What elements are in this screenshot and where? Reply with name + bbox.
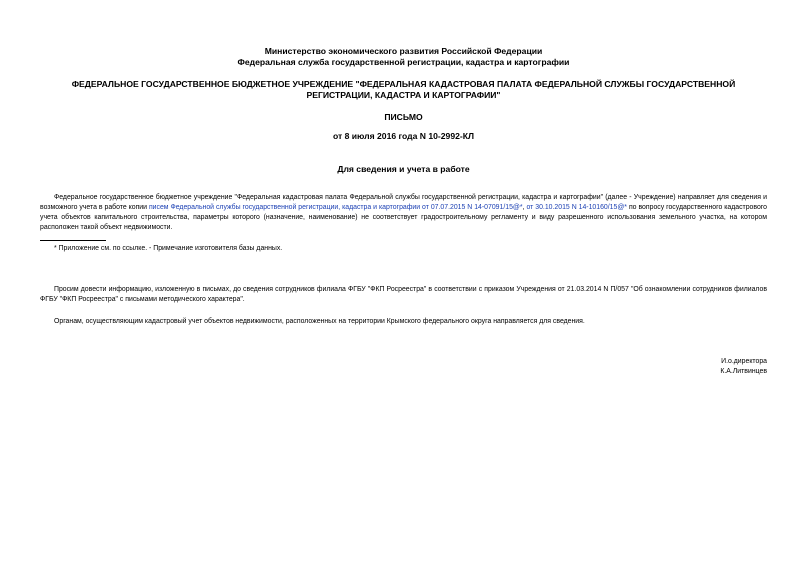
document-purpose: Для сведения и учета в работе: [337, 164, 470, 174]
document-date: от 8 июля 2016 года N 10-2992-КЛ: [332, 131, 475, 141]
signature-block: [720, 357, 767, 377]
organization-name: ФЕДЕРАЛЬНОЕ ГОСУДАРСТВЕННОЕ БЮДЖЕТНОЕ УЧРЕЖДЕНИЕ "ФЕДЕРАЛЬНАЯ КАДАСТРОВАЯ ПАЛАТА ФЕДЕРАЛЬНОЙ СЛУЖБЫ ГОСУДАРСТВЕННОЙ РЕГИСТРАЦИИ, КАДАСТРА И КАРТОГРАФИИ": [71, 79, 736, 100]
paragraph-2: Просим довести информацию, изложенную в письмах, до сведения сотрудников филиала ФГБУ "ФКП Росреестра" в соответствии с приказом Учреждения от 21.03.2014 N П/057 "Об ознакомлении сотрудников филиалов ФГБУ "ФКП Росреестра" с письмами методического характера".: [40, 286, 767, 303]
paragraph-1-text-before: Федеральное государственное бюджетное учреждение "Федеральная кадастровая палата Федеральной службы государственной регистрации, кадастра и картографии" (далее - Учреждение) направляет для сведения и возможного учета в работе копии: [40, 194, 767, 211]
signatory-name: К.А.Литвинцев: [720, 368, 767, 375]
paragraph-3: Органам, осуществляющим кадастровый учет объектов недвижимости, расположенных на территории Крымского федерального округа направляется для сведения.: [54, 318, 585, 325]
footnote-divider: [40, 240, 106, 241]
paragraph-1-text-after: по вопросу государственного кадастрового учета объектов капитального строительства, параметры которого (назначение, наименование) не соответствует градостроительному регламенту и виду разрешенного использования земельного участка, на котором расположен такой объект недвижимости.: [40, 204, 767, 231]
letter-link-1[interactable]: писем Федеральной службы государственной регистрации, кадастра и картографии от 07.07.2015 N 14-07091/15@*: [148, 204, 523, 211]
paragraph-1: [40, 193, 767, 233]
document-type: ПИСЬМО: [384, 112, 423, 122]
ministry-name: Министерство экономического развития Российской Федерации: [264, 46, 543, 56]
paragraph-1-text-middle: ,: [522, 204, 527, 211]
service-name: Федеральная служба государственной регистрации, кадастра и картографии: [237, 57, 570, 67]
signatory-position: И.о.директора: [721, 358, 767, 365]
letter-link-2[interactable]: от 30.10.2015 N 14-10160/15@*: [526, 204, 627, 211]
footnote: * Приложение см. по ссылке. - Примечание изготовителя базы данных.: [54, 245, 283, 252]
